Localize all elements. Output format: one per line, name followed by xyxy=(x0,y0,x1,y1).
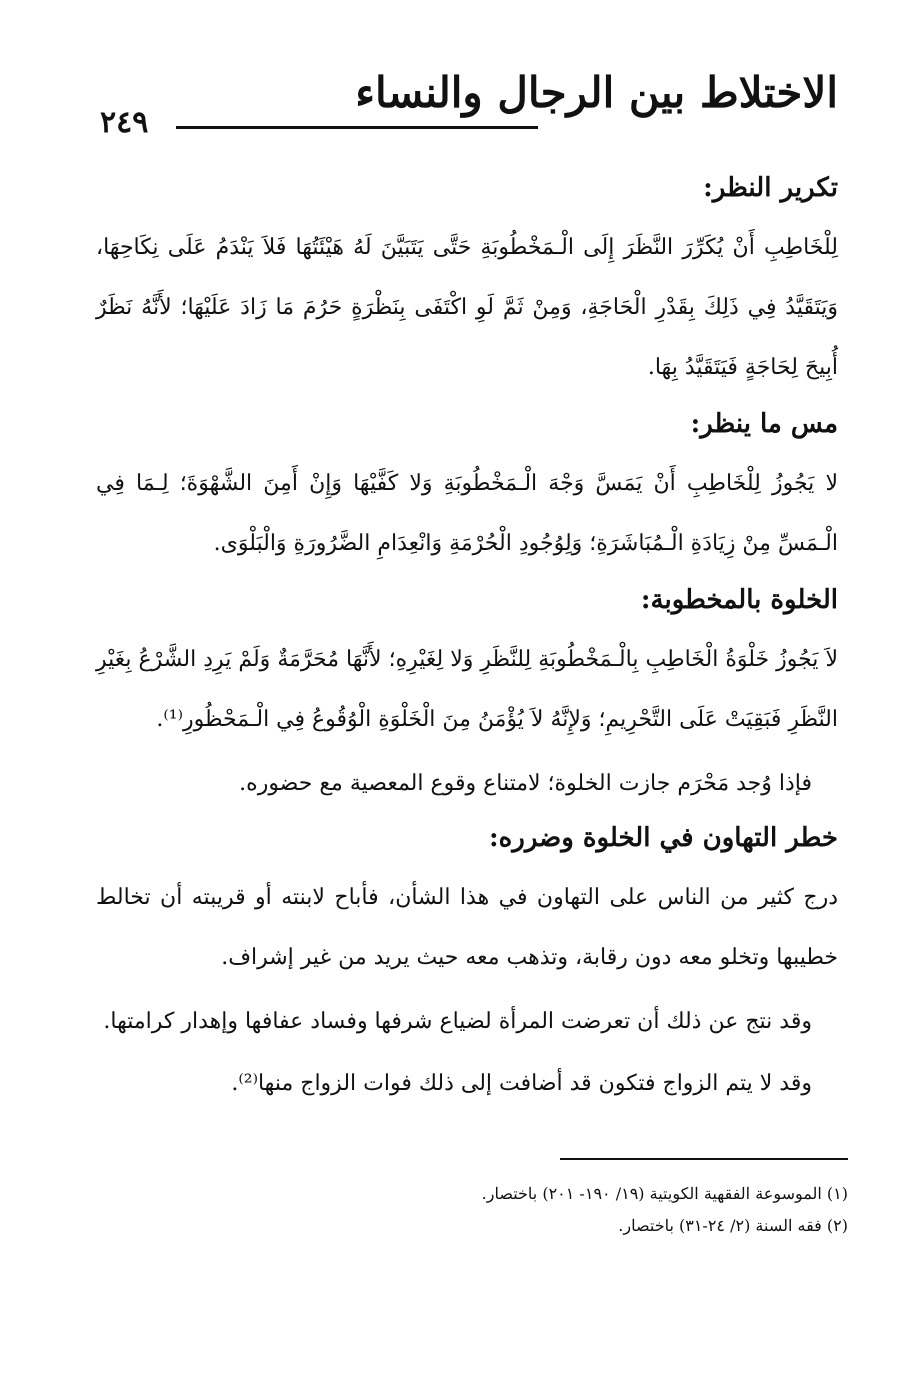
section-repeat-looking xyxy=(96,168,838,398)
section-heading: الخلوة بالمخطوبة: xyxy=(640,585,838,615)
footnote-rule xyxy=(560,1158,848,1160)
section-heading: تكرير النظر: xyxy=(703,173,838,203)
page-number: ٢٤٩ xyxy=(100,105,149,140)
paragraph: فإذا وُجد مَحْرَم جازت الخلوة؛ لامتناع وقوع المعصية مع حضوره. xyxy=(239,771,812,796)
paragraph: لا يَجُوزُ لِلْخَاطِبِ أَنْ يَمَسَّ وَجْهَ الْـمَخْطُوبَةِ وَلا كَفَّيْهَا وَإِنْ أَمِنَ الشَّهْوَةَ؛ لِـمَا فِي الْـمَسِّ مِنْ زِيَادَةِ الْـمُبَاشَرَةِ؛ وَلِوُجُودِ الْحُرْمَةِ وَانْعِدَامِ الضَّرُورَةِ وَالْبَلْوَى. xyxy=(96,471,838,556)
footnote: (٢) فقه السنة (٢/ ٢٤-٣١) باختصار. xyxy=(618,1216,848,1235)
paragraph: درج كثير من الناس على التهاون في هذا الشأن، فأباح لابنته أو قريبته أن تخالط خطيبها وتخلو معه دون رقابة، وتذهب معه حيث يريد من غير إشراف. xyxy=(96,885,838,970)
section-heading: خطر التهاون في الخلوة وضرره: xyxy=(489,823,838,853)
footnote: (١) الموسوعة الفقهية الكويتية (١٩/ ١٩٠- ٢٠١) باختصار. xyxy=(481,1184,848,1203)
section-seclusion xyxy=(96,580,838,812)
paragraph: لاَ يَجُوزُ خَلْوَةُ الْخَاطِبِ بِالْـمَخْطُوبَةِ لِلنَّظَرِ وَلا لِغَيْرِهِ؛ لأَنَّهَا مُحَرَّمَةٌ وَلَمْ يَرِدِ الشَّرْعُ بِغَيْرِ النَّظَرِ فَبَقِيَتْ عَلَى التَّحْرِيمِ؛ وَلإِنَّهُ لاَ يُؤْمَنُ مِنَ الْخَلْوَةِ الْوُقُوعُ فِي الْـمَحْظُورِ⁽¹⁾. xyxy=(96,647,838,732)
book-title: الاختلاط بين الرجال والنساء xyxy=(355,68,838,117)
paragraph: لِلْخَاطِبِ أَنْ يُكَرِّرَ النَّظَرَ إِلَى الْـمَخْطُوبَةِ حَتَّى يَتَبَيَّنَ لَهُ هَيْئَتُهَا فَلاَ يَنْدَمُ عَلَى نِكَاحِهَا، وَيَتَقَيَّدُ فِي ذَلِكَ بِقَدْرِ الْحَاجَةِ، وَمِنْ ثَمَّ لَوِ اكْتَفَى بِنَظْرَةٍ حَرُمَ مَا زَادَ عَلَيْهَا؛ لأَنَّهُ نَظَرٌ أُبِيحَ لِحَاجَةٍ فَيَتَقَيَّدُ بِهَا. xyxy=(96,235,838,380)
section-heading: مس ما ينظر: xyxy=(690,409,838,439)
page-content xyxy=(96,168,838,1118)
section-touching xyxy=(96,404,838,574)
paragraph: وقد لا يتم الزواج فتكون قد أضافت إلى ذلك فوات الزواج منها⁽²⁾. xyxy=(231,1071,812,1096)
section-danger-of-laxity xyxy=(96,818,838,1112)
running-header xyxy=(96,62,838,142)
footnotes xyxy=(96,1178,848,1242)
header-rule xyxy=(176,126,538,129)
paragraph: وقد نتج عن ذلك أن تعرضت المرأة لضياع شرفها وفساد عفافها وإهدار كرامتها. xyxy=(103,1009,812,1034)
